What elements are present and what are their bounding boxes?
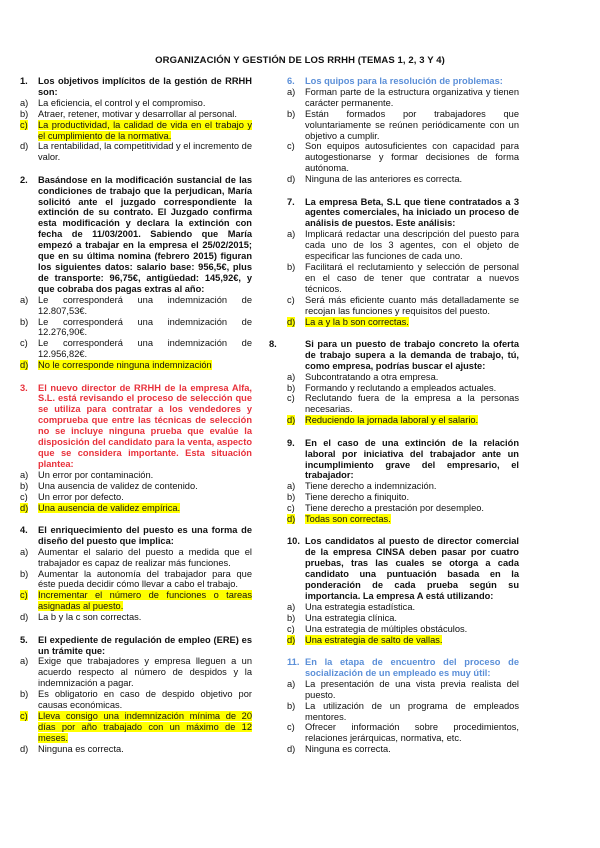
option-text: La rentabilidad, la competitividad y el incremento de valor. [38, 141, 252, 163]
option-text: Será más eficiente cuanto más detalladamente se recojan las funciones y requisitos del puesto. [305, 294, 519, 316]
option-letter: d) [287, 744, 296, 755]
question-text: Si para un puesto de trabajo concreto la oferta de trabajo supera a la demanda de trabajo, tú, como empresa, podrías buscar el ajuste: [305, 338, 519, 371]
question-text: Basándose en la modificación sustancial de las condiciones de trabajo que la perjudican, María solicitó ante el juzgado correspondiente la extinción de su contrato. El Juzgado confirma esta modificación y declara la extinción con fecha de 11/03/2001. Sabiendo que María empezó a trabajar en la empresa el 25/02/2015; que en su última nomina (febrero 2015) figuran los siguientes datos: salario base: 956,5€, plus de transporte: 96,75€, antigüedad: 145,92€, y que cobraba dos pagas extras al año: [38, 174, 252, 294]
question-number: 8. [269, 338, 277, 349]
question-text: El enriquecimiento del puesto es una forma de diseño del puesto que implica: [38, 524, 252, 546]
option-letter: b) [20, 689, 29, 700]
question-number: 6. [287, 76, 295, 86]
answer-option [20, 470, 252, 481]
option-letter: a) [287, 371, 296, 382]
option-text: Atraer, retener, motivar y desarrollar al personal. [38, 108, 237, 119]
question-number: 11. [287, 657, 300, 667]
option-letter: b) [287, 700, 296, 711]
answer-option [287, 295, 519, 317]
question [287, 438, 519, 525]
option-letter: c) [20, 119, 28, 130]
answer-option [287, 602, 519, 613]
answer-option [287, 503, 519, 514]
option-letter: c) [287, 141, 295, 152]
option-letter: d) [287, 316, 296, 327]
option-text: Aumentar el salario del puesto a medida que el trabajador es capaz de realizar más funciones. [38, 546, 252, 568]
option-letter: c) [287, 623, 295, 634]
option-letter: c) [287, 294, 295, 305]
answer-option [287, 492, 519, 503]
option-letter: a) [20, 97, 29, 108]
option-text: Una estrategia clínica. [305, 612, 397, 623]
question-number: 10. [287, 536, 300, 547]
answer-option [20, 338, 252, 360]
option-letter: d) [20, 141, 29, 152]
option-letter: c) [20, 338, 28, 349]
question-number: 1. [20, 76, 28, 86]
option-letter: b) [20, 316, 29, 327]
answer-option [287, 701, 519, 723]
answer-option [287, 229, 519, 262]
question-text: En el caso de una extinción de la relación laboral por iniciativa del trabajador ante un incumplimiento grave del empresario, el trabajador: [305, 437, 519, 481]
option-text: Ninguna es correcta. [305, 744, 391, 755]
option-letter: b) [287, 382, 296, 393]
answer-option [20, 295, 252, 317]
question-stem [20, 175, 252, 295]
answer-option [287, 744, 519, 755]
question [20, 525, 252, 623]
question-stem [287, 657, 519, 679]
question-text: Los quipos para la resolución de problemas: [305, 76, 503, 86]
option-letter: d) [20, 743, 29, 754]
option-text: Una ausencia de validez de contenido. [38, 480, 198, 491]
answer-option [20, 120, 252, 142]
answer-option [287, 481, 519, 492]
option-text: Tiene derecho a indemnización. [305, 481, 437, 492]
option-letter: d) [287, 415, 296, 426]
highlighted-answer-text: La productividad, la calidad de vida en el trabajo y el cumplimiento de la normativa. [38, 119, 252, 141]
question-stem [20, 383, 252, 470]
option-text: Formando y reclutando a empleados actuales. [305, 382, 497, 393]
option-text: Es obligatorio en caso de despido objetivo por causas económicas. [38, 689, 252, 711]
option-text: Una estrategia de múltiples obstáculos. [305, 623, 468, 634]
answer-option [20, 109, 252, 120]
question-text: La empresa Beta, S.L que tiene contratados a 3 agentes comerciales, ha iniciado un proceso de análisis de puestos. Este análisis: [305, 196, 519, 229]
question-stem [287, 197, 519, 230]
option-text: Ninguna es correcta. [38, 743, 124, 754]
option-letter: a) [287, 678, 296, 689]
question [287, 197, 519, 328]
answer-option [287, 613, 519, 624]
question-number: 9. [287, 437, 295, 448]
question-stem [287, 76, 519, 87]
highlighted-answer-text: Incrementar el número de funciones o tareas asignadas al puesto. [38, 590, 252, 612]
question-number: 3. [20, 382, 28, 393]
answer-option [287, 383, 519, 394]
answer-option [287, 679, 519, 701]
option-letter: c) [287, 393, 295, 404]
option-text: Le corresponderá una indemnización de 12.807,53€. [38, 294, 252, 316]
answer-option [287, 109, 519, 142]
question-number: 4. [20, 524, 28, 535]
question [20, 635, 252, 755]
option-text: Implicará redactar una descripción del puesto para cada uno de los 3 agentes, con el objeto de especificar las funciones de cada uno. [305, 229, 519, 262]
answer-option [20, 569, 252, 591]
option-letter: b) [20, 568, 29, 579]
answer-option [287, 415, 519, 426]
question-number: 5. [20, 634, 28, 645]
option-letter: c) [20, 491, 28, 502]
option-text: Están formados por trabajadores que voluntariamente se reúnen periódicamente con un objetivo a cumplir. [305, 108, 519, 141]
answer-option [20, 360, 252, 371]
option-text: Reclutando fuera de la empresa a la personas necesarias. [305, 393, 519, 415]
option-text: Le corresponderá una indemnización de 12.276,90€. [38, 316, 252, 338]
answer-option [20, 656, 252, 689]
answer-option [287, 141, 519, 174]
answer-option [20, 481, 252, 492]
option-text: Aumentar la autonomía del trabajador para que éste pueda decidir cómo llevar a cabo el trabajo. [38, 568, 252, 590]
question [269, 338, 519, 426]
question [287, 76, 519, 185]
option-text: La utilización de un programa de empleados mentores. [305, 700, 519, 722]
answer-option [20, 317, 252, 339]
option-letter: c) [287, 722, 295, 733]
option-letter: d) [20, 612, 29, 623]
answer-option [20, 711, 252, 744]
option-letter: c) [20, 590, 28, 601]
option-text: Le corresponderá una indemnización de 12.956,82€. [38, 338, 252, 360]
question-number: 2. [20, 174, 28, 185]
right-column [269, 76, 519, 767]
answer-option [20, 689, 252, 711]
answer-option [287, 262, 519, 295]
highlighted-answer-text: Lleva consigo una indemnización mínima de 20 días por año trabajado con un máximo de 12 meses. [38, 710, 252, 743]
option-text: Una estrategia estadística. [305, 601, 416, 612]
option-letter: c) [20, 710, 28, 721]
answer-option [287, 317, 519, 328]
option-text: Ninguna de las anteriores es correcta. [305, 174, 463, 185]
option-letter: b) [20, 480, 29, 491]
answer-option [20, 141, 252, 163]
highlighted-answer-text: Una ausencia de validez empírica. [38, 502, 181, 513]
question [20, 383, 252, 514]
option-letter: a) [20, 469, 29, 480]
option-text: La presentación de una vista previa realista del puesto. [305, 678, 519, 700]
option-text: La b y la c son correctas. [38, 612, 142, 623]
question-stem [269, 338, 519, 372]
question-text: El expediente de regulación de empleo (ERE) es un trámite que: [38, 634, 252, 656]
question-text: El nuevo director de RRHH de la empresa Alfa, S.L. está revisando el proceso de selección que se utiliza para contratar a los vendedores y comprueba que entre las técnicas de selección no se incluye ninguna prueba que evalúe la disposición del candidato para la venta, aspecto que se considera importante. Esta situación plantea: [38, 382, 252, 469]
highlighted-answer-text: Todas son correctas. [305, 514, 391, 525]
question-stem [20, 76, 252, 98]
option-letter: c) [287, 503, 295, 514]
option-text: La eficiencia, el control y el compromiso. [38, 97, 206, 108]
option-letter: d) [287, 514, 296, 525]
option-text: Un error por contaminación. [38, 469, 154, 480]
option-letter: a) [20, 294, 29, 305]
option-text: Subcontratando a otra empresa. [305, 371, 439, 382]
option-letter: d) [287, 174, 296, 185]
question-stem [20, 635, 252, 657]
option-letter: a) [287, 229, 296, 240]
question [287, 657, 519, 755]
question [287, 536, 519, 645]
option-letter: a) [287, 86, 296, 97]
option-letter: a) [287, 601, 296, 612]
question-text: Los candidatos al puesto de director comercial de la empresa CINSA deben pasar por cuatro pruebas, tras las cuales se otorga a cada candidato una puntuación basada en la ponderación de cada prueba según su importancia. La empresa A está utilizando: [305, 536, 519, 601]
option-letter: a) [20, 656, 29, 667]
highlighted-answer-text: Una estrategia de salto de vallas. [305, 634, 443, 645]
option-text: Tiene derecho a finiquito. [305, 492, 410, 503]
left-column [20, 76, 252, 766]
option-text: Un error por defecto. [38, 491, 124, 502]
answer-option [287, 722, 519, 744]
option-text: Exige que trabajadores y empresa lleguen a un acuerdo respecto al número de despidos y la indemnización a pagar. [38, 656, 252, 689]
question-stem [287, 438, 519, 482]
answer-option [20, 547, 252, 569]
question [20, 175, 252, 371]
option-letter: a) [287, 481, 296, 492]
highlighted-answer-text: Reduciendo la jornada laboral y el salario. [305, 415, 479, 426]
answer-option [287, 624, 519, 635]
question-number: 7. [287, 196, 295, 207]
question-text: En la etapa de encuentro del proceso de socialización de un empleado es muy útil: [305, 657, 519, 678]
answer-option [287, 372, 519, 383]
question [20, 76, 252, 163]
answer-option [287, 635, 519, 646]
option-text: Tiene derecho a prestación por desempleo. [305, 503, 484, 514]
option-letter: b) [287, 262, 296, 272]
answer-option [287, 514, 519, 525]
answer-option [20, 744, 252, 755]
question-stem [287, 536, 519, 601]
option-letter: b) [287, 108, 296, 119]
answer-option [20, 503, 252, 514]
answer-option [20, 590, 252, 612]
option-text: Forman parte de la estructura organizativa y tienen carácter permanente. [305, 86, 519, 108]
document-title: ORGANIZACIÓN Y GESTIÓN DE LOS RRHH (TEMAS 1, 2, 3 Y 4) [155, 55, 445, 66]
answer-option [287, 393, 519, 415]
option-letter: d) [20, 360, 29, 371]
question-text: Los objetivos implícitos de la gestión de RRHH son: [38, 76, 252, 97]
option-letter: d) [287, 634, 296, 645]
option-letter: b) [287, 492, 296, 503]
option-letter: b) [20, 108, 29, 119]
question-stem [20, 525, 252, 547]
option-letter: d) [20, 502, 29, 513]
answer-option [20, 612, 252, 623]
highlighted-answer-text: No le corresponde ninguna indemnización [38, 360, 212, 371]
option-text: Ofrecer información sobre procedimientos, relaciones jerárquicas, normativa, etc. [305, 722, 519, 744]
answer-option [20, 98, 252, 109]
answer-option [287, 174, 519, 185]
answer-option [287, 87, 519, 109]
answer-option [20, 492, 252, 503]
highlighted-answer-text: La a y la b son correctas. [305, 316, 409, 327]
option-letter: a) [20, 546, 29, 557]
option-text: Facilitará el reclutamiento y selección de personal en el caso de tener que contratar a nuevos técnicos. [305, 262, 519, 294]
option-text: Son equipos autosuficientes con capacidad para autogestionarse y formar decisiones de forma autónoma. [305, 141, 519, 174]
option-letter: b) [287, 612, 296, 623]
